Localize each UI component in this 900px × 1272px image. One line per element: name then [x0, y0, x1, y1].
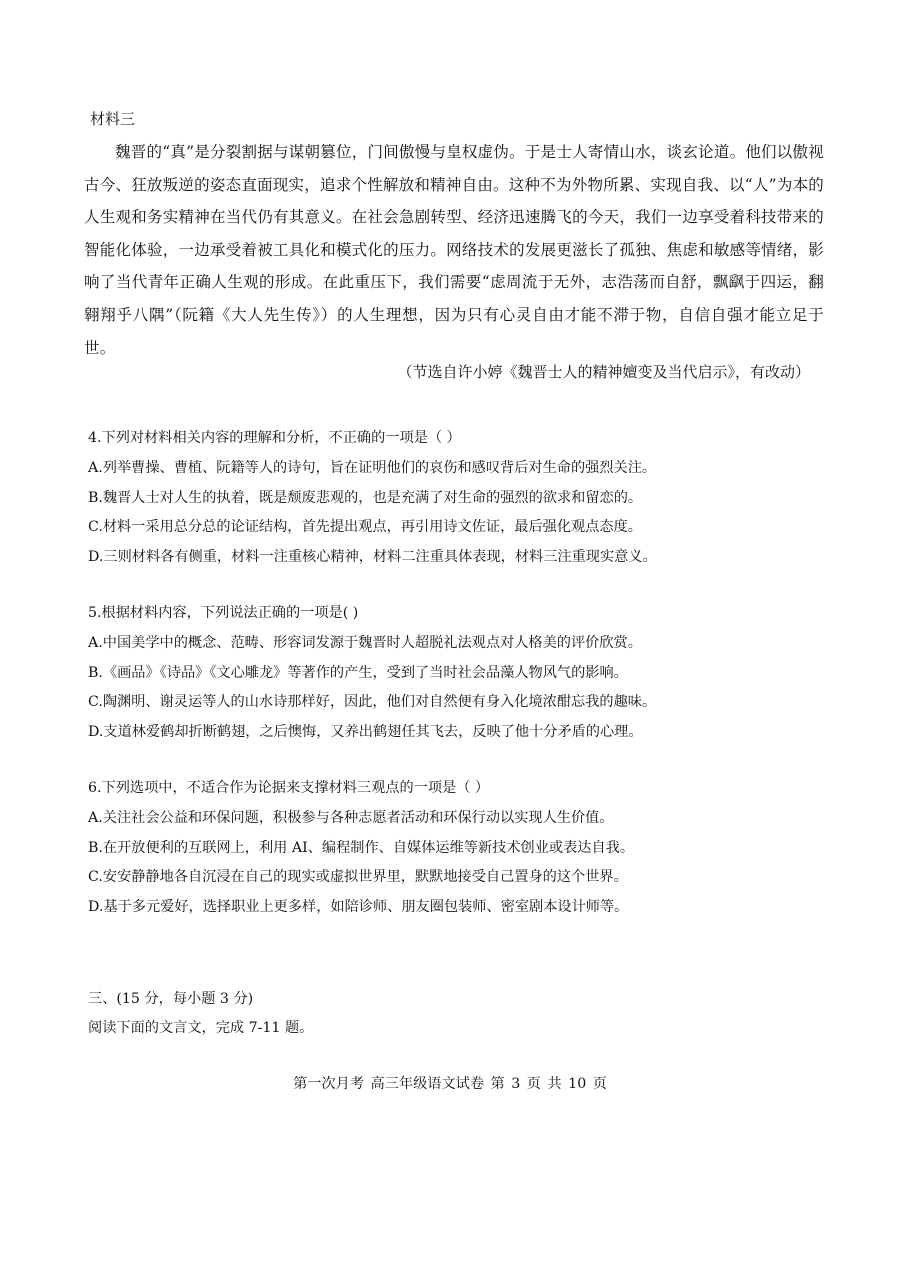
section-title: 三、(15 分，每小题 3 分): [88, 991, 254, 1007]
question-4: [88, 424, 828, 573]
option-d: D.三则材料各有侧重，材料一注重核心精神，材料二注重具体表现，材料三注重现实意义。: [88, 549, 657, 566]
question-5: [88, 599, 828, 748]
question-stem: 5.根据材料内容，下列说法正确的一项是( ): [88, 605, 359, 621]
material-passage: [84, 136, 824, 364]
option-c: C.安安静静地各自沉浸在自己的现实或虚拟世界里，默默地接受自己置身的这个世界。: [88, 869, 628, 886]
option-d: D.基于多元爱好，选择职业上更多样，如陪诊师、朋友圈包装师、密室剧本设计师等。: [88, 899, 629, 916]
option-a: A.中国美学中的概念、范畴、形容词发源于魏晋时人超脱礼法观点对人格美的评价欣赏。: [88, 634, 642, 651]
option-b: B.在开放便利的互联网上，利用 AI、编程制作、自媒体运维等新技术创业或表达自我。: [88, 839, 635, 856]
option-c: C.材料一采用总分总的论证结构，首先提出观点，再引用诗文佐证，最后强化观点态度。: [88, 519, 642, 536]
material-heading: 材料三: [90, 110, 136, 128]
option-b: B.魏晋人士对人生的执着，既是颓废悲观的，也是充满了对生命的强烈的欲求和留恋的。: [88, 489, 643, 506]
question-stem: 6.下列选项中，不适合作为论据来支撑材料三观点的一项是（ ）: [88, 780, 490, 796]
option-b: B.《画品》《诗品》《文心雕龙》等著作的产生，受到了当时社会品藻人物风气的影响。: [88, 664, 628, 681]
section-header: [88, 985, 313, 1043]
option-c: C.陶渊明、谢灵运等人的山水诗那样好，因此，他们对自然便有身入化境浓酣忘我的趣味。: [88, 694, 657, 711]
option-a: A.列举曹操、曹植、阮籍等人的诗句，旨在证明他们的哀伤和感叹背后对生命的强烈关注。: [88, 459, 657, 476]
page-footer: 第一次月考 高三年级语文试卷 第 3 页 共 10 页: [293, 1076, 607, 1092]
question-6: [88, 774, 828, 923]
passage-source: （节选自许小婷《魏晋士人的精神嬗变及当代启示》，有改动）: [397, 363, 810, 381]
section-instruction: 阅读下面的文言文，完成 7-11 题。: [88, 1020, 314, 1036]
passage-paragraph: 魏晋的“真”是分裂割据与谋朝篡位，门间傲慢与皇权虚伪。于是士人寄情山水，谈玄论道。他们以傲视古今、狂放叛逆的姿态直面现实，追求个性解放和精神自由。这种不为外物所累、实现自我、以“人”为本的人生观和务实精神在当代仍有其意义。在社会急剧转型、经济迅速腾飞的今天，我们一边享受着科技带来的智能化体验，一边承受着被工具化和模式化的压力。网络技术的发展更滋长了孤独、焦虑和敏感等情绪，影响了当代青年正确人生观的形成。在此重压下，我们需要“虑周流于无外，志浩荡而自舒，飘飖于四运，翻翱翔乎八隅”（阮籍《大人先生传》）的人生理想，因为只有心灵自由才能不滞于物，自信自强才能立足于世。: [84, 143, 824, 357]
option-d: D.支道林爱鹤却折断鹤翅，之后懊悔，又养出鹤翅任其飞去，反映了他十分矛盾的心理。: [88, 724, 643, 741]
question-stem: 4.下列对材料相关内容的理解和分析，不正确的一项是（ ）: [88, 430, 461, 446]
option-a: A.关注社会公益和环保问题，积极参与各种志愿者活动和环保行动以实现人生价值。: [88, 809, 614, 826]
